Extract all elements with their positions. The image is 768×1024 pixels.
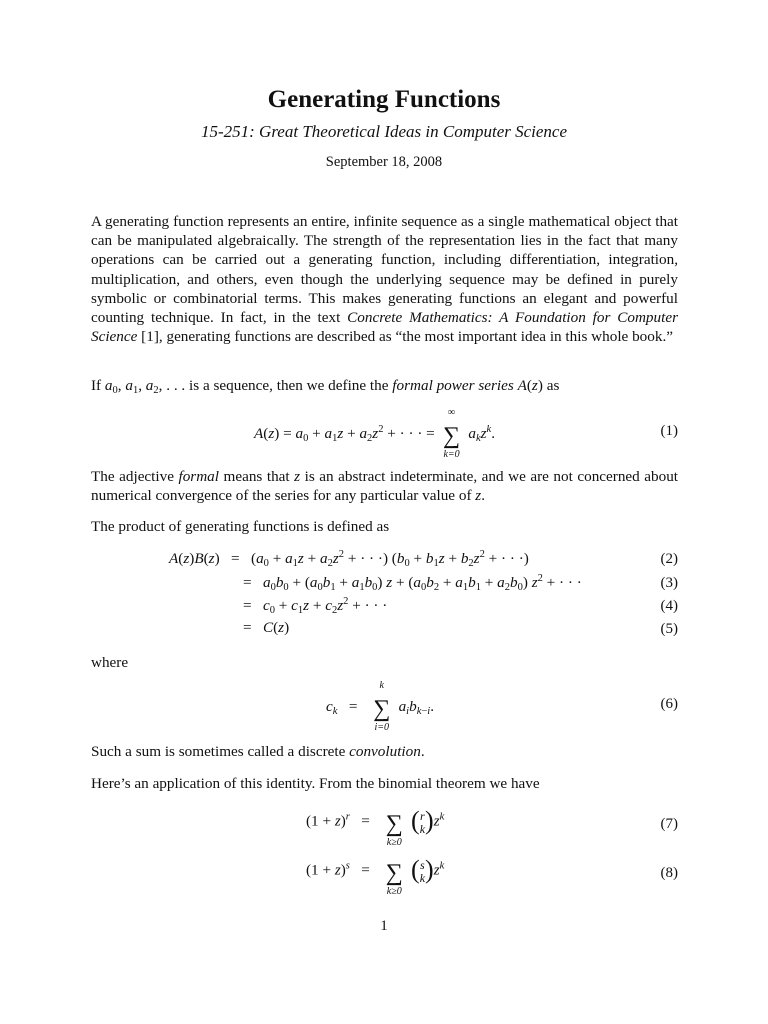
equation-number-5: (5) xyxy=(660,621,678,637)
equation-number-8: (8) xyxy=(660,865,678,881)
equation-number-1: (1) xyxy=(660,423,678,439)
equation-8: $(1 + z)^s$ = ∑ k≥0 (s $k)z^k$ xyxy=(306,855,445,897)
where-paragraph: where xyxy=(91,654,129,671)
equation-number-3: (3) xyxy=(660,575,678,591)
equation-2: $A(z)B(z) = (a_0 + a_1z + a_2z^2$ + · · ·) ($b_0 + b_1z + b_2z^2$ + · · ·) xyxy=(169,549,529,569)
equation-number-2: (2) xyxy=(660,551,678,567)
intro-text-1: A generating function represents an entire, infinite sequence as a single mathematical object that can be manipulated algebraically. The strength of the representation lies in the fact that many operations can be carried out a generating function, including differentiation, integration, multiplication, and others, even though the underlying sequence may be defined in purely symbolic or combinatorial terms. This makes generating functions an elegant and powerful counting technique. In fact, in the text xyxy=(91,213,678,327)
course-subtitle: 15-251: Great Theoretical Ideas in Computer Science xyxy=(200,122,568,141)
document-date: September 18, 2008 xyxy=(325,154,443,170)
convolution-paragraph xyxy=(91,742,678,761)
equation-3: = $a_0b_0 + (a_0b_1 + a_1b_0) z + (a_0b_2 + a_1b_1 + a_2b_0) z^2$ + · · · xyxy=(243,573,582,593)
equation-number-7: (7) xyxy=(660,816,678,832)
intro-text-2: [1], generating functions are described as “the most important idea in this whole book.” xyxy=(137,328,674,346)
equation-7: $(1 + z)^r$ = ∑ k≥0 (r $k)z^k$ xyxy=(306,806,445,848)
formal-power-series-term: formal power series xyxy=(392,377,514,394)
equation-number-4: (4) xyxy=(660,598,678,614)
formal-term: formal xyxy=(178,468,219,485)
binomial-paragraph: Here’s an application of this identity. From the binomial theorem we have xyxy=(91,775,540,792)
formal-paragraph: The adjective formal means that z is an abstract indeterminate, and we are not concerned about numerical convergence of the series for any particular value of z. xyxy=(91,468,679,505)
product-paragraph: The product of generating functions is defined as xyxy=(91,518,390,535)
page-number: 1 xyxy=(380,918,388,934)
equation-1: $A(z) = a_0 + a_1z + a_2z^2$ + · · · = ∞ ∑ k=0 $a_kz^k$. xyxy=(254,407,495,460)
convolution-text-1: Such a sum is sometimes called a discrete xyxy=(91,743,350,760)
equation-6: $c_k$ = k ∑ i=0 $a_ib_{k-i}$. xyxy=(326,680,434,733)
intro-paragraph xyxy=(91,212,678,346)
page-title: Generating Functions xyxy=(267,86,501,113)
equation-number-6: (6) xyxy=(660,696,678,712)
formal-text-1: The adjective xyxy=(91,468,179,485)
convolution-term: convolution xyxy=(349,743,421,760)
equation-5: = C(z) xyxy=(243,619,290,636)
equation-4: = $c_0 + c_1z + c_2z^2$ + · · · xyxy=(243,596,388,616)
convolution-text-2: . xyxy=(420,743,425,760)
definition-paragraph: If $a_0$, $a_1$, $a_2$, . . . is a sequence, then we define the formal power series A(z) as xyxy=(91,377,560,396)
book-title: Concrete Mathematics: A Foundation for Computer Science xyxy=(91,309,678,346)
